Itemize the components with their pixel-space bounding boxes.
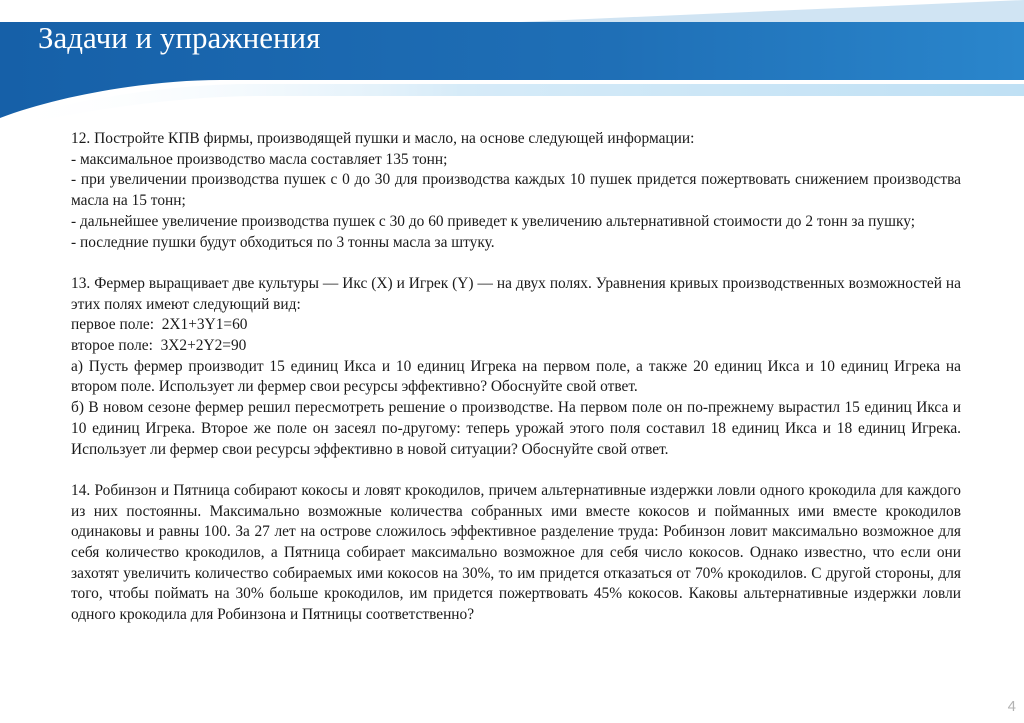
problem-14 bbox=[71, 481, 961, 626]
problem-12 bbox=[71, 129, 961, 253]
slide-title: Задачи и упражнения bbox=[38, 20, 321, 55]
problem-13-line: б) В новом сезоне фермер решил пересмотреть решение о производстве. На первом поле он по-прежнему вырастил 15 единиц Икса и 10 единиц Игрека. Второе же поле он засеял по-другому: теперь урожай этого поля составил 18 единиц Икса и 18 единиц Игрека. Использует ли фермер свои ресурсы эффективно в новой ситуации? Обоснуйте свой ответ. bbox=[71, 399, 961, 458]
problem-13-equation: первое поле: 2X1+3Y1=60 bbox=[71, 316, 248, 334]
spacer bbox=[71, 460, 961, 481]
problem-12-line: - последние пушки будут обходиться по 3 тонны масла за штуку. bbox=[71, 233, 495, 251]
problem-13-line: 13. Фермер выращивает две культуры — Икс (X) и Игрек (Y) — на двух полях. Уравнения кривых производственных возможностей на этих полях имеют следующий вид: bbox=[71, 274, 961, 313]
problem-13-equation: второе поле: 3X2+2Y2=90 bbox=[71, 337, 247, 355]
problem-12-line: 12. Постройте КПВ фирмы, производящей пушки и масло, на основе следующей информации: bbox=[71, 130, 695, 147]
problem-13 bbox=[71, 274, 961, 460]
problem-12-line: - при увеличении производства пушек с 0 до 30 для производства каждых 10 пушек придется пожертвовать снижением производства масла на 15 тонн; bbox=[71, 171, 961, 210]
problem-12-line: - максимальное производство масла составляет 135 тонн; bbox=[71, 150, 448, 168]
spacer bbox=[71, 253, 961, 274]
problem-13-line: а) Пусть фермер производит 15 единиц Икса и 10 единиц Игрека на первом поле, а также 20 единиц Икса и 10 единиц Игрека на втором поле. Использует ли фермер свои ресурсы эффективно? Обоснуйте свой ответ. bbox=[71, 357, 961, 396]
problem-14-text: 14. Робинзон и Пятница собирают кокосы и ловят крокодилов, причем альтернативные издержки ловли одного крокодила для каждого из них постоянны. Максимально возможные количества собранных ими вместе кокосов и пойманных ими вместе крокодилов одинаковы и равны 100. За 27 лет на острове сложилось эффективное разделение труда: Робинзон ловит максимально возможное для себя количество крокодилов, а Пятница собирает максимально возможное для себя число кокосов. Однако известно, что если они захотят увеличить количество собираемых ими кокосов на 30%, то им придется отказаться от 70% крокодилов. С другой стороны, для того, чтобы поймать на 30% больше крокодилов, им придется пожертвовать 45% кокосов. Каковы альтернативные издержки ловли одного крокодила для Робинзона и Пятницы соответственно? bbox=[71, 481, 961, 624]
page-number: 4 bbox=[1007, 698, 1016, 715]
slide-content bbox=[71, 129, 961, 626]
problem-12-line: - дальнейшее увеличение производства пушек с 30 до 60 приведет к увеличению альтернативной стоимости до 2 тонн за пушку; bbox=[71, 212, 915, 230]
